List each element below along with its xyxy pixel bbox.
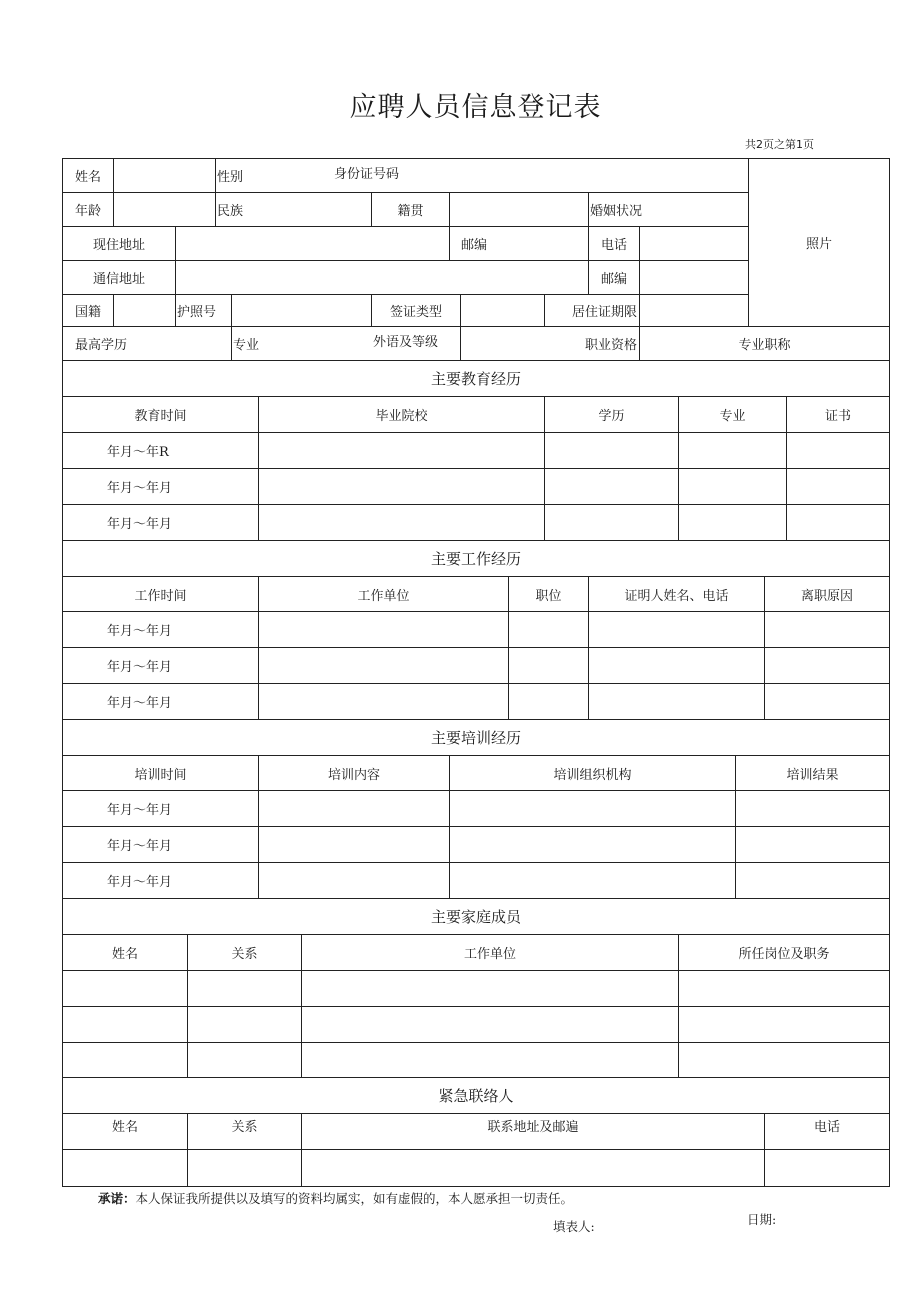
family-row-1-col-2-cell: [187, 970, 302, 1007]
age-value-cell: [113, 192, 216, 227]
work-row-2-col-1-cell: [62, 647, 259, 684]
phone-value-cell: [639, 226, 749, 261]
work-row-1-col-5-cell: [764, 611, 890, 648]
training-col-1-header: 培训时间: [134, 767, 187, 783]
education-row-2-col-3-cell: [544, 468, 679, 505]
education-col-2-header: 毕业院校: [375, 409, 428, 424]
work-row-2-col-1: 年月～年月: [107, 660, 173, 675]
education-row-3-col-1-cell: [62, 504, 259, 541]
education-col-3-header-cell: [544, 396, 679, 433]
nationality-label: 国籍: [74, 305, 101, 320]
visa-type-label-cell: [371, 294, 461, 327]
emergency-row-1-col-4-cell: [764, 1149, 890, 1187]
family-col-2-header: 关系: [231, 947, 258, 962]
training-col-4-header-cell: [735, 755, 890, 791]
work-col-3-header-cell: [508, 576, 589, 612]
training-row-3-col-3-cell: [449, 862, 736, 899]
postcode-label-cell: [449, 226, 589, 261]
date-label: 日期:: [747, 1212, 777, 1227]
education-col-5-header-cell: [786, 396, 890, 433]
education-row-3-col-2-cell: [258, 504, 545, 541]
photo-label-cell: [748, 158, 890, 327]
emergency-row-1-col-1-cell: [62, 1149, 188, 1187]
page-title: 应聘人员信息登记表: [349, 92, 602, 123]
training-row-2-col-1: 年月～年月: [107, 839, 173, 854]
work-row-3-col-5-cell: [764, 683, 890, 720]
family-row-3-col-1-cell: [62, 1042, 188, 1078]
mailing-postcode-value-cell: [639, 260, 749, 295]
family-row-2-col-4-cell: [678, 1006, 890, 1043]
work-row-2-col-4-cell: [588, 647, 765, 684]
education-col-5-header: 证书: [824, 409, 851, 424]
work-col-4-header-cell: [588, 576, 765, 612]
education-row-1-col-3-cell: [544, 432, 679, 469]
education-row-3-col-4-cell: [678, 504, 787, 541]
professional-qualification-label: 职业资格: [584, 338, 637, 353]
id-number-label: 身份证号码: [334, 167, 400, 182]
passport-label: 护照号: [177, 305, 217, 320]
page-number-info: 共2页之第1页: [745, 138, 814, 151]
work-row-3-col-1-cell: [62, 683, 259, 720]
pledge-label: 承诺：: [98, 1191, 136, 1206]
emergency-col-4-header: 电话: [813, 1120, 840, 1135]
training-col-1-header-cell: [62, 755, 259, 791]
education-row-1-col-5-cell: [786, 432, 890, 469]
work-col-2-header-cell: [258, 576, 509, 612]
family-col-3-header: 工作单位: [463, 947, 516, 962]
mailing-address-value-cell: [175, 260, 589, 295]
work-row-1-col-3-cell: [508, 611, 589, 648]
native-place-value-cell: [449, 192, 589, 227]
education-row-1-col-1-cell: [62, 432, 259, 469]
emergency-col-2-header-cell: [187, 1113, 302, 1150]
family-row-3-col-3-cell: [301, 1042, 679, 1078]
education-row-2-col-4-cell: [678, 468, 787, 505]
age-label: 年龄: [74, 204, 101, 219]
emergency-col-3-header: 联系地址及邮遍: [487, 1120, 579, 1135]
family-row-1-col-4-cell: [678, 970, 890, 1007]
family-row-3-col-4-cell: [678, 1042, 890, 1078]
emergency-heading-cell: [62, 1077, 890, 1114]
visa-type-label: 签证类型: [389, 305, 442, 320]
training-row-2-col-2-cell: [258, 826, 450, 863]
training-row-1-col-1-cell: [62, 790, 259, 827]
emergency-row-1-col-2-cell: [187, 1149, 302, 1187]
passport-value-cell: [231, 294, 372, 327]
education-heading-cell: [62, 360, 890, 397]
education-row-3-col-3-cell: [544, 504, 679, 541]
family-heading-cell: [62, 898, 890, 935]
work-col-3-header: 职位: [535, 588, 562, 604]
education-row-2-col-2-cell: [258, 468, 545, 505]
training-row-1-col-4-cell: [735, 790, 890, 827]
education-col-1-header-cell: [62, 396, 259, 433]
training-row-2-col-3-cell: [449, 826, 736, 863]
education-col-3-header: 学历: [598, 409, 625, 424]
gender-label: 性别: [217, 170, 244, 185]
residence-permit-label: 居住证期限: [571, 305, 637, 320]
name-label-cell: [62, 158, 114, 193]
training-row-3-col-1-cell: [62, 862, 259, 899]
family-col-2-header-cell: [187, 934, 302, 971]
education-row-1-col-1: 年月～年R: [107, 445, 169, 460]
training-row-1-col-2-cell: [258, 790, 450, 827]
name-value-cell: [113, 158, 216, 193]
training-row-3-col-4-cell: [735, 862, 890, 899]
emergency-col-3-header-cell: [301, 1113, 765, 1150]
emergency-heading: 紧急联络人: [438, 1087, 514, 1105]
training-heading: 主要培训经历: [430, 729, 521, 747]
nationality-value-cell: [113, 294, 176, 327]
work-row-3-col-1: 年月～年月: [107, 696, 173, 711]
ethnicity-label-cell: [215, 192, 372, 227]
work-col-1-header-cell: [62, 576, 259, 612]
phone-label: 电话: [600, 238, 627, 253]
family-row-2-col-2-cell: [187, 1006, 302, 1043]
work-row-2-col-5-cell: [764, 647, 890, 684]
gender-label-cell: [215, 158, 749, 193]
family-row-1-col-3-cell: [301, 970, 679, 1007]
education-col-4-header: 专业: [719, 409, 746, 424]
training-col-2-header: 培训内容: [327, 767, 380, 783]
education-row-2-col-1: 年月～年月: [107, 481, 173, 496]
family-row-3-col-2-cell: [187, 1042, 302, 1078]
work-row-3-col-4-cell: [588, 683, 765, 720]
emergency-col-4-header-cell: [764, 1113, 890, 1150]
education-row-2-col-5-cell: [786, 468, 890, 505]
photo-label: 照片: [805, 237, 832, 252]
ethnicity-label: 民族: [217, 204, 244, 219]
major-label: 专业: [233, 338, 260, 353]
family-col-4-header: 所任岗位及职务: [738, 947, 830, 962]
current-address-value-cell: [175, 226, 450, 261]
training-row-3-col-2-cell: [258, 862, 450, 899]
name-label: 姓名: [74, 170, 101, 185]
visa-type-value-cell: [460, 294, 545, 327]
training-row-2-col-1-cell: [62, 826, 259, 863]
marital-status-label: 婚姻状况: [590, 204, 643, 219]
training-row-1-col-1: 年月～年月: [107, 803, 173, 818]
education-col-1-header: 教育时间: [134, 409, 187, 424]
family-row-2-col-3-cell: [301, 1006, 679, 1043]
professional-title-label-cell: [639, 326, 890, 361]
mailing-address-label-cell: [62, 260, 176, 295]
native-place-label: 籍贯: [397, 204, 424, 219]
emergency-col-1-header: 姓名: [111, 1120, 138, 1135]
professional-qualification-label-cell: [460, 326, 640, 361]
mailing-postcode-label: 邮编: [600, 272, 627, 287]
education-row-3-col-5-cell: [786, 504, 890, 541]
work-row-2-col-3-cell: [508, 647, 589, 684]
mailing-address-label: 通信地址: [92, 272, 145, 287]
work-heading-cell: [62, 540, 890, 577]
emergency-row-1-col-3-cell: [301, 1149, 765, 1187]
work-row-1-col-1: 年月～年月: [107, 624, 173, 639]
work-col-1-header: 工作时间: [134, 588, 187, 604]
pledge-text: 本人保证我所提供以及填写的资料均属实，如有虚假的，本人愿承担一切责任。: [135, 1191, 574, 1206]
education-row-3-col-1: 年月～年月: [107, 517, 173, 532]
nationality-label-cell: [62, 294, 114, 327]
training-col-3-header-cell: [449, 755, 736, 791]
work-heading: 主要工作经历: [430, 550, 521, 568]
education-col-4-header-cell: [678, 396, 787, 433]
filler-label: 填表人:: [553, 1219, 595, 1234]
native-place-label-cell: [371, 192, 450, 227]
work-col-5-header: 离职原因: [800, 588, 853, 604]
education-row-2-col-1-cell: [62, 468, 259, 505]
family-col-3-header-cell: [301, 934, 679, 971]
family-col-1-header-cell: [62, 934, 188, 971]
work-row-2-col-2-cell: [258, 647, 509, 684]
passport-label-cell: [175, 294, 232, 327]
training-row-3-col-1: 年月～年月: [107, 875, 173, 890]
foreign-language-label: 外语及等级: [373, 335, 439, 350]
current-address-label: 现住地址: [92, 238, 145, 253]
age-label-cell: [62, 192, 114, 227]
training-col-4-header: 培训结果: [786, 767, 839, 783]
emergency-col-2-header: 关系: [231, 1120, 258, 1135]
work-col-5-header-cell: [764, 576, 890, 612]
education-row-1-col-2-cell: [258, 432, 545, 469]
professional-title-label: 专业职称: [738, 338, 791, 353]
work-col-4-header: 证明人姓名、电话: [624, 588, 729, 604]
emergency-col-1-header-cell: [62, 1113, 188, 1150]
work-row-1-col-4-cell: [588, 611, 765, 648]
family-row-2-col-1-cell: [62, 1006, 188, 1043]
training-col-3-header: 培训组织机构: [553, 767, 632, 783]
training-col-2-header-cell: [258, 755, 450, 791]
work-row-1-col-1-cell: [62, 611, 259, 648]
training-heading-cell: [62, 719, 890, 756]
highest-education-label: 最高学历: [75, 338, 128, 353]
marital-status-label-cell: [588, 192, 749, 227]
work-row-1-col-2-cell: [258, 611, 509, 648]
family-col-4-header-cell: [678, 934, 890, 971]
residence-permit-label-cell: [544, 294, 640, 327]
pledge-statement: [98, 1191, 573, 1207]
training-row-1-col-3-cell: [449, 790, 736, 827]
postcode-label: 邮编: [461, 238, 488, 253]
mailing-postcode-label-cell: [588, 260, 640, 295]
education-col-2-header-cell: [258, 396, 545, 433]
residence-permit-value-cell: [639, 294, 749, 327]
education-heading: 主要教育经历: [430, 370, 521, 388]
highest-education-label-cell: [62, 326, 232, 361]
education-row-1-col-4-cell: [678, 432, 787, 469]
current-address-label-cell: [62, 226, 176, 261]
work-row-3-col-3-cell: [508, 683, 589, 720]
work-col-2-header: 工作单位: [357, 588, 410, 604]
family-row-1-col-1-cell: [62, 970, 188, 1007]
family-heading: 主要家庭成员: [430, 908, 521, 926]
phone-label-cell: [588, 226, 640, 261]
training-row-2-col-4-cell: [735, 826, 890, 863]
work-row-3-col-2-cell: [258, 683, 509, 720]
family-col-1-header: 姓名: [111, 947, 138, 962]
